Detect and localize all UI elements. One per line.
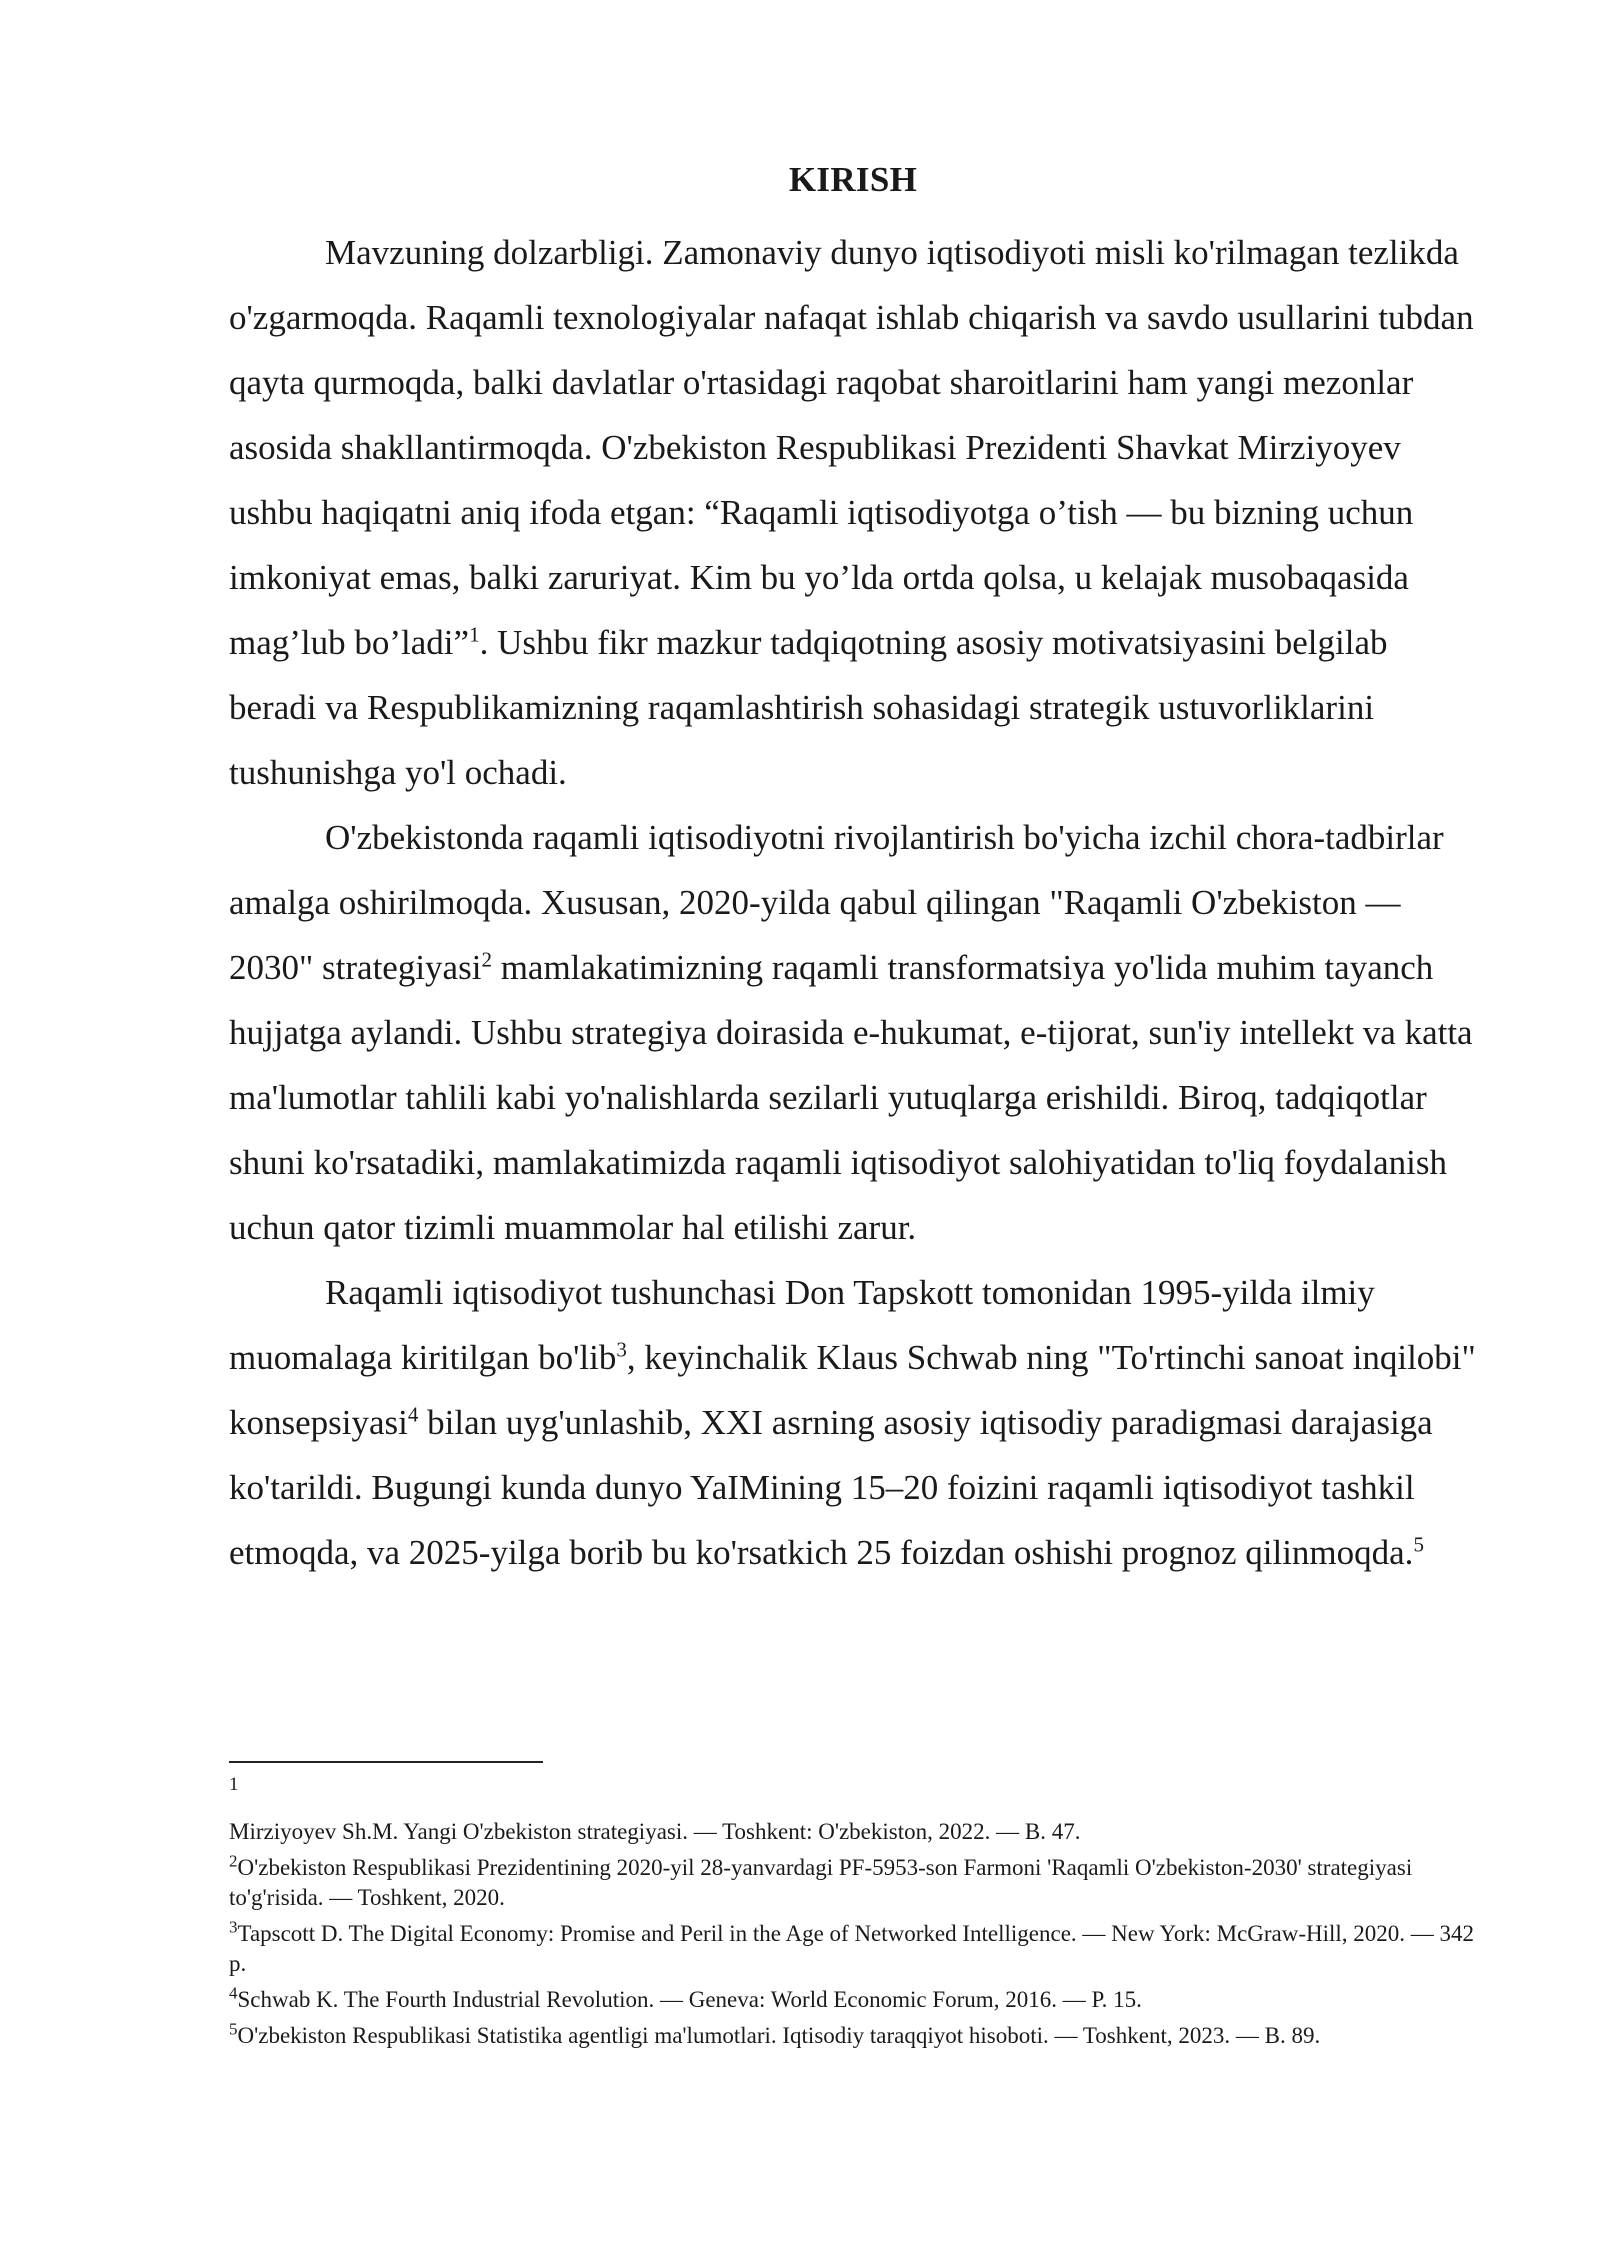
- footnote-item: [229, 2021, 1489, 2051]
- footnote-ref-3[interactable]: 3: [616, 1337, 627, 1362]
- paragraph-strategy: [229, 805, 1477, 1260]
- footnote-text: O'zbekiston Respublikasi Prezidentining 2020-yil 28-yanvardagi PF-5953-son Farmoni 'Raqamli O'zbekiston-2030' strategiyasi to'g'risida. — Toshkent, 2020.: [229, 1855, 1413, 1910]
- footnote-item: [229, 1817, 1489, 1847]
- footnote-ref-1[interactable]: 1: [469, 622, 480, 647]
- footnote-text: Tapscott D. The Digital Economy: Promise and Peril in the Age of Networked Intelligence. — New York: McGraw-Hill, 2020. — 342 p.: [229, 1921, 1475, 1976]
- footnote-item: [229, 1985, 1489, 2015]
- footnote-ref-4[interactable]: 4: [407, 1402, 419, 1427]
- paragraph-text: bilan uyg'unlashib, XXI asrning asosiy iqtisodiy paradigmasi darajasiga ko'tarildi. Bugungi kunda dunyo YaIMining 15–20 foizini raqamli iqtisodiyot tashkil etmoqda, va 2025-yilga borib bu ko'rsatkich 25 foizdan oshishi prognoz qilinmoqda.: [229, 1403, 1433, 1572]
- paragraph-text: mamlakatimizning raqamli transformatsiya yo'lida muhim tayanch hujjatga aylandi. Ushbu strategiya doirasida e-hukumat, e-tijorat, sun'iy intellekt va katta ma'lumotlar tahlili kabi yo'nalishlarda sezilarli yutuqlarga erishildi. Biroq, tadqiqotlar shuni ko'rsatadiki, mamlakatimizda raqamli iqtisodiyot salohiyatidan to'liq foydalanish uchun qator tizimli muammolar hal etilishi zarur.: [229, 948, 1473, 1247]
- paragraph-text: O'zbekistonda raqamli iqtisodiyotni rivojlantirish bo'yicha izchil chora-tadbirlar amalga oshirilmoqda. Xususan, 2020-yilda qabul qilingan "Raqamli O'zbekiston — 2030" strategiyasi: [229, 818, 1444, 987]
- page-title: KIRISH: [788, 160, 918, 199]
- footnote-divider: [229, 1761, 543, 1763]
- footnote-item: [229, 1853, 1489, 1913]
- paragraph-concept: [229, 1260, 1477, 1585]
- footnote-number: 1: [229, 1774, 239, 1795]
- footnote-text: Schwab K. The Fourth Industrial Revolution. — Geneva: World Economic Forum, 2016. — P. 15.: [237, 1987, 1142, 2012]
- footnote-item: [229, 1919, 1489, 1979]
- footnote-number: 3: [229, 1917, 238, 1937]
- footnote-number: 2: [229, 1851, 238, 1871]
- paragraph-text: Mavzuning dolzarbligi. Zamonaviy dunyo iqtisodiyoti misli ko'rilmagan tezlikda o'zgarmoqda. Raqamli texnologiyalar nafaqat ishlab chiqarish va savdo usullarini tubdan qayta qurmoqda, balki davlatlar o'rtasidagi raqobat sharoitlarini ham yangi mezonlar asosida shakllantirmoqda. O'zbekiston Respublikasi Prezidenti Shavkat Mirziyoyev ushbu haqiqatni aniq ifoda etgan: “Raqamli iqtisodiyotga o’tish — bu bizning uchun imkoniyat emas, balki zaruriyat. Kim bu yo’lda ortda qolsa, u kelajak musobaqasida mag’lub bo’ladi”: [229, 233, 1474, 662]
- footnote-number: 5: [229, 2019, 238, 2039]
- paragraph-text: Raqamli iqtisodiyot tushunchasi Don Tapskott tomonidan 1995-yilda ilmiy muomalaga kiritilgan bo'lib: [229, 1273, 1375, 1377]
- footnote-ref-2[interactable]: 2: [481, 947, 492, 972]
- main-text: [229, 150, 1477, 1585]
- paragraph-text: . Ushbu fikr mazkur tadqiqotning asosiy motivatsiyasini belgilab beradi va Respublikamizning raqamlashtirish sohasidagi strategik ustuvorliklarini tushunishga yo'l ochadi.: [229, 623, 1388, 792]
- footnote-number: 4: [229, 1983, 238, 2003]
- paragraph-text: , keyinchalik Klaus Schwab ning "To'rtinchi sanoat inqilobi" konsepsiyasi: [229, 1338, 1476, 1442]
- footnote-text: Mirziyoyev Sh.M. Yangi O'zbekiston strategiyasi. — Toshkent: O'zbekiston, 2022. — B. 47.: [229, 1819, 1081, 1844]
- footnote-text: O'zbekiston Respublikasi Statistika agentligi ma'lumotlari. Iqtisodiy taraqqiyot hisoboti. — Toshkent, 2023. — B. 89.: [237, 2023, 1321, 2048]
- footnote-ref-5[interactable]: 5: [1413, 1532, 1424, 1557]
- footnotes: [229, 1773, 1489, 2057]
- paragraph-relevance: [229, 220, 1477, 805]
